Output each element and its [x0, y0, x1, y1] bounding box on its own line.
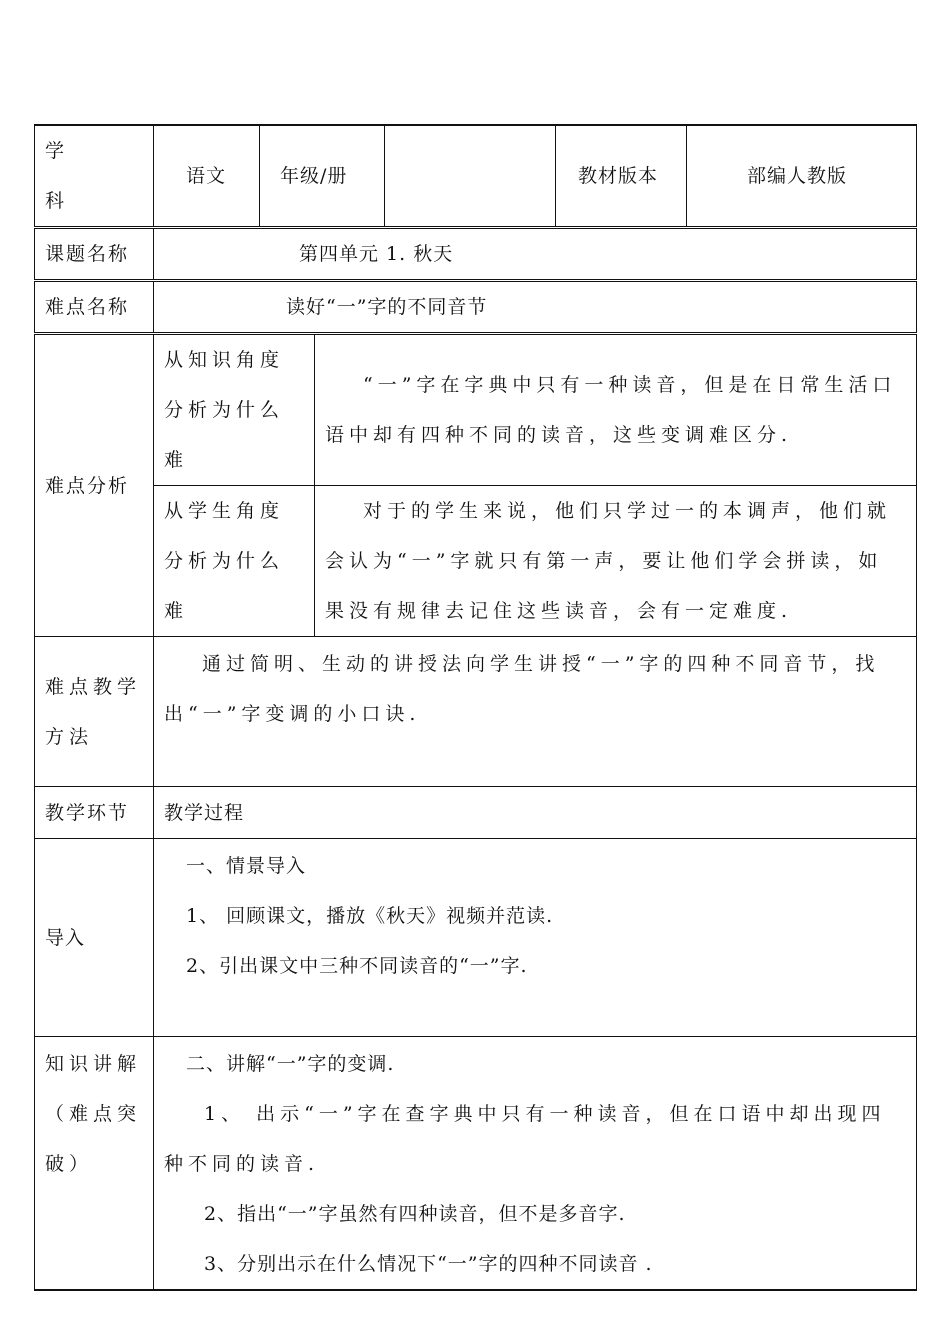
intro-content: [154, 839, 917, 1037]
difficulty-label: 难点名称: [35, 281, 154, 334]
student-angle-text: 对于的学生来说，他们只学过一的本调声，他们就会认为“一”字就只有第一声，要让他们学会拼读，如果没有规律去记住这些读音，会有一定难度.: [315, 486, 917, 637]
lesson-plan-table: [34, 124, 917, 1291]
knowledge-line: 3、分别出示在什么情况下“一”字的四种不同读音 .: [204, 1253, 653, 1275]
lesson-row: [35, 228, 917, 281]
process-header: 教学过程: [154, 787, 917, 839]
intro-row: [35, 839, 917, 1037]
intro-line: 一、情景导入: [186, 855, 307, 877]
knowledge-content: [154, 1037, 917, 1291]
analysis-knowledge-row: [35, 334, 917, 486]
grade-label: 年级/册: [260, 125, 385, 228]
difficulty-row: [35, 281, 917, 334]
lesson-label: 课题名称: [35, 228, 154, 281]
knowledge-row: [35, 1037, 917, 1291]
knowledge-line: 2、指出“一”字虽然有四种读音，但不是多音字.: [204, 1203, 626, 1225]
method-label: 难点教学方法: [35, 637, 154, 787]
knowledge-line: 1、 出示“一”字在查字典中只有一种读音，但在口语中却出现四种不同的读音.: [164, 1103, 886, 1175]
subject-value: 语文: [154, 125, 260, 228]
knowledge-angle-label: 从知识角度分析为什么难: [154, 334, 315, 486]
analysis-label: 难点分析: [35, 334, 154, 637]
process-header-row: [35, 787, 917, 839]
stage-header: 教学环节: [35, 787, 154, 839]
grade-value: [385, 125, 556, 228]
subject-label: 学 科: [35, 125, 154, 228]
header-row: [35, 125, 917, 228]
method-text: 通过简明、生动的讲授法向学生讲授“一”字的四种不同音节，找出“一”字变调的小口诀.: [154, 637, 917, 787]
intro-line: 1、 回顾课文，播放《秋天》视频并范读.: [186, 905, 554, 927]
analysis-student-row: [35, 486, 917, 637]
knowledge-label: 知识讲解（难点突破）: [35, 1037, 154, 1291]
intro-line: 2、引出课文中三种不同读音的“一”字.: [186, 955, 528, 977]
difficulty-value: 读好“一”字的不同音节: [154, 281, 917, 334]
knowledge-angle-text: “一”字在字典中只有一种读音，但是在日常生活口语中却有四种不同的读音，这些变调难区分.: [315, 334, 917, 486]
lesson-value: 第四单元 1. 秋天: [154, 228, 917, 281]
intro-label: 导入: [35, 839, 154, 1037]
method-row: [35, 637, 917, 787]
textbook-label: 教材版本: [556, 125, 687, 228]
textbook-value: 部编人教版: [687, 125, 917, 228]
lesson-plan-sheet: [34, 124, 916, 1291]
knowledge-line: 二、讲解“一”字的变调.: [186, 1053, 395, 1075]
student-angle-label: 从学生角度分析为什么难: [154, 486, 315, 637]
